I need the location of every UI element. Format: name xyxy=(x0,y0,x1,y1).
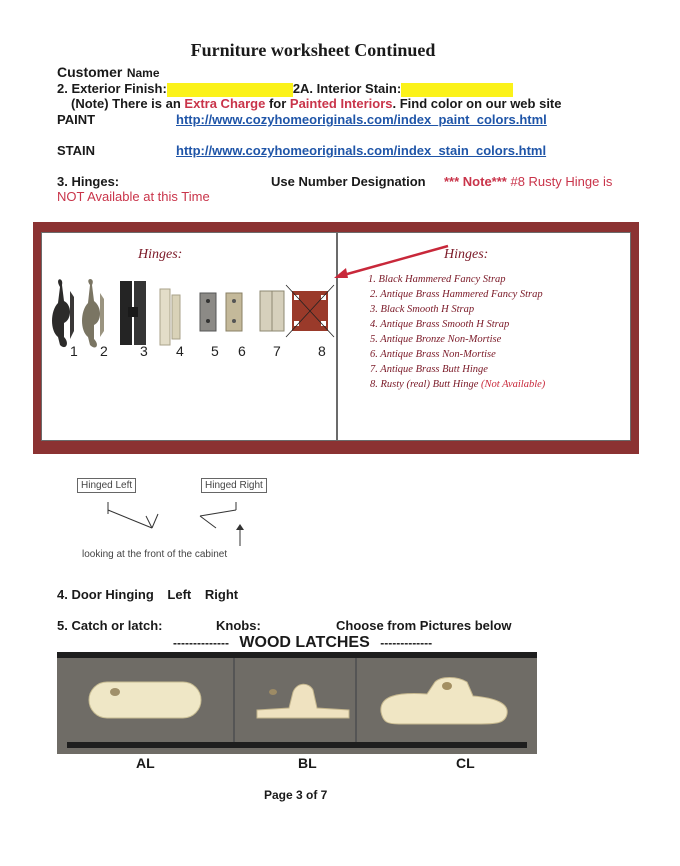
wood-latches-title: WOOD LATCHES xyxy=(239,634,370,651)
hinge-3-image xyxy=(120,281,146,345)
hinge-number: 2 xyxy=(100,343,108,359)
stain-colors-link[interactable]: http://www.cozyhomeoriginals.com/index_stain_colors.html xyxy=(176,143,547,158)
hinge-list-title: Hinges: xyxy=(444,247,489,262)
interior-stain-label: 2A. Interior Stain: xyxy=(292,81,402,96)
page-title: Furniture worksheet Continued xyxy=(190,40,436,60)
customer-label: Customer xyxy=(57,64,123,80)
latch-label-cl: CL xyxy=(456,755,475,771)
customer-name-row xyxy=(57,64,160,82)
latch-bl-image xyxy=(257,684,349,718)
hinges-designation: Use Number Designation xyxy=(271,174,426,189)
hinge-option-8-label: 8. Rusty (real) Butt Hinge xyxy=(370,379,482,390)
note-extra-charge: Extra Charge xyxy=(184,96,266,111)
hinge-number: 7 xyxy=(273,343,281,359)
note-stars: *** Note*** xyxy=(444,174,507,189)
exterior-finish-field[interactable] xyxy=(167,83,293,97)
hinge-option: 1. Black Hammered Fancy Strap xyxy=(368,274,506,285)
wood-latches-photo xyxy=(57,652,537,754)
exterior-label: 2. Exterior Finish: xyxy=(57,81,167,96)
page-number: Page 3 of 7 xyxy=(264,788,328,802)
paint-colors-link[interactable]: http://www.cozyhomeoriginals.com/index_paint_colors.html xyxy=(176,112,547,127)
paint-label: PAINT xyxy=(57,112,96,127)
hinge-2-image xyxy=(82,279,104,347)
note-mid: for xyxy=(265,96,290,111)
note-painted-interiors: Painted Interiors xyxy=(289,96,393,111)
hinge-option: 5. Antique Bronze Non-Mortise xyxy=(370,334,502,345)
latch-al-image xyxy=(89,682,201,718)
hinge-availability: NOT Available at this Time xyxy=(57,189,210,204)
door-hinging-label: 4. Door Hinging xyxy=(57,587,154,602)
hinge-number: 1 xyxy=(70,343,78,359)
hinge-photos-box xyxy=(41,232,337,441)
hinge-8-image xyxy=(286,285,334,337)
heading-dashes-right: ------------- xyxy=(380,636,433,650)
hinge-1-image xyxy=(52,279,74,347)
latch-cl-image xyxy=(381,678,507,725)
not-available-label: (Not Available) xyxy=(481,379,546,390)
note-text: #8 Rusty Hinge is xyxy=(506,174,613,189)
note-prefix: (Note) There is an xyxy=(71,96,185,111)
latch-label-bl: BL xyxy=(298,755,317,771)
note-suffix: . Find color on our web site xyxy=(392,96,562,111)
hinge-number: 6 xyxy=(238,343,246,359)
hinges-label: 3. Hinges: xyxy=(57,174,120,189)
extra-charge-note xyxy=(71,96,562,111)
hinge-7-image xyxy=(260,291,284,331)
hinge-number: 5 xyxy=(211,343,219,359)
hinging-diagram-lines xyxy=(60,496,300,552)
hinged-right-box: Hinged Right xyxy=(201,478,267,493)
hinge-option: 3. Black Smooth H Strap xyxy=(370,304,475,315)
hinge-option: 7. Antique Brass Butt Hinge xyxy=(370,364,488,375)
hinge-option: 2. Antique Brass Hammered Fancy Strap xyxy=(370,289,543,300)
hinge-6-image xyxy=(226,293,242,331)
hinged-left-box: Hinged Left xyxy=(77,478,136,493)
door-hinging-row xyxy=(57,587,238,602)
wood-latches-heading xyxy=(173,634,432,652)
hinge-number: 3 xyxy=(140,343,148,359)
latch-label-al: AL xyxy=(136,755,155,771)
door-hinging-left[interactable]: Left xyxy=(167,587,192,602)
interior-stain-field[interactable] xyxy=(401,83,513,97)
hinge-option: 4. Antique Brass Smooth H Strap xyxy=(370,319,510,330)
choose-label: Choose from Pictures below xyxy=(336,618,512,633)
heading-dashes-left: -------------- xyxy=(173,636,229,650)
customer-name-label: Name xyxy=(126,66,160,80)
hinging-caption: looking at the front of the cabinet xyxy=(82,549,228,560)
door-hinging-right[interactable]: Right xyxy=(204,587,239,602)
hinge-number: 4 xyxy=(176,343,184,359)
hinge-5-image xyxy=(200,293,216,331)
hinge-images xyxy=(42,271,336,361)
hinge-option: 6. Antique Brass Non-Mortise xyxy=(370,349,496,360)
hinge-4-image xyxy=(160,289,180,345)
catch-label: 5. Catch or latch: xyxy=(57,618,163,633)
hinge-options-list xyxy=(368,272,545,392)
hinge-number: 8 xyxy=(318,343,326,359)
hinge-option-8 xyxy=(368,377,545,392)
hinges-note xyxy=(444,174,612,189)
exterior-row xyxy=(57,81,513,97)
stain-label: STAIN xyxy=(57,143,96,158)
latch-images xyxy=(57,652,537,754)
hinge-photos-title: Hinges: xyxy=(138,247,183,262)
knobs-label: Knobs: xyxy=(216,618,261,633)
